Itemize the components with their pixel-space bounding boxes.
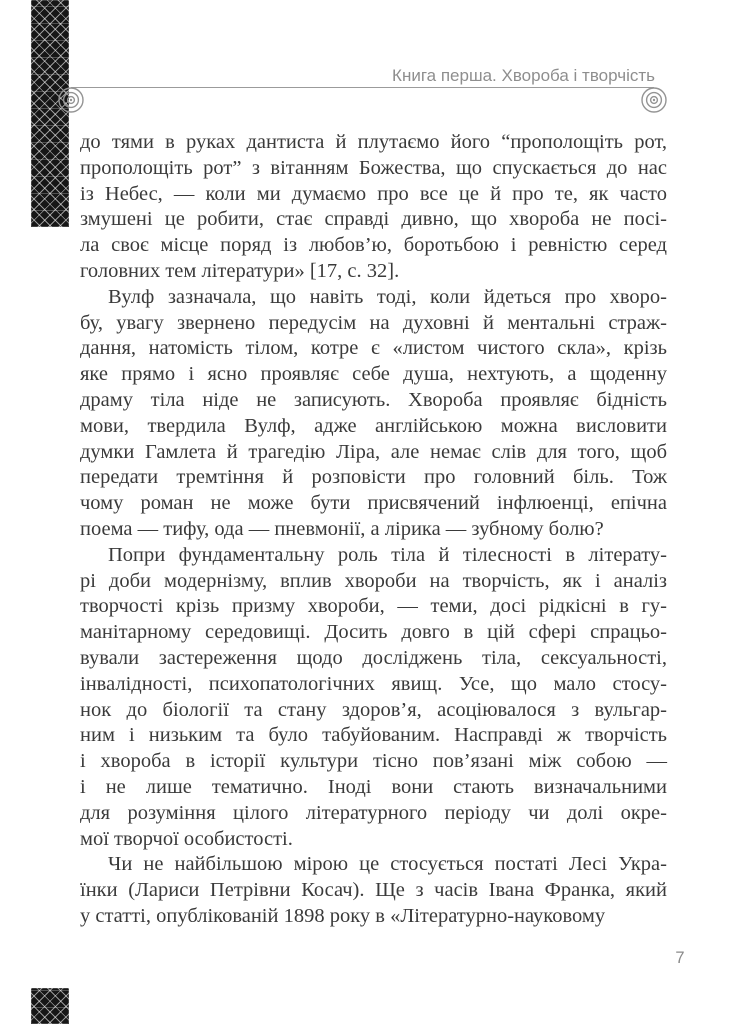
text-line: творчості крізь призму хвороби, — теми, досі рідкісні в гу-: [80, 595, 667, 618]
paragraph: [80, 130, 667, 285]
header-rule: [71, 87, 654, 88]
text-line: дання, натомість тілом, котре є «листом чистого скла», крізь: [80, 337, 667, 360]
page-number: 7: [675, 949, 685, 967]
running-header: Книга перша. Хвороба і творчість: [392, 66, 655, 85]
text-line: бу, увагу звернено передусім на духовні й ментальні страж-: [80, 311, 667, 334]
text-line: із Небес, — коли ми думаємо про все це й про те, як часто: [80, 182, 667, 205]
text-line: головних тем літератури» [17, с. 32].: [80, 259, 400, 282]
body-text: [80, 130, 667, 930]
paragraph: [80, 285, 667, 543]
text-line: мої творчої особистості.: [80, 827, 293, 850]
text-line: рі доби модернізму, вплив хвороби на творчість, як і аналіз: [80, 569, 667, 592]
text-line: яке прямо і ясно проявляє себе душа, нехтують, а щоденну: [80, 363, 667, 386]
text-line: їнки (Лариси Петрівни Косач). Ще з часів Івана Франка, який: [80, 879, 667, 902]
text-line: мови, твердила Вулф, адже англійською можна висловити: [80, 414, 667, 437]
text-line: Вулф зазначала, що навіть тоді, коли йдеться про хворо-: [108, 285, 667, 308]
text-line: манітарному середовищі. Досить довго в цій сфері спрацьо-: [80, 621, 667, 644]
text-line: у статті, опублікованій 1898 року в «Літературно-науковому: [80, 904, 606, 927]
text-line: ла своє місце поряд із любов’ю, боротьбою і ревністю серед: [80, 234, 667, 257]
text-line: інвалідності, психопатологічних явищ. Усе, що мало стосу-: [80, 672, 667, 695]
text-line: передати тремтіння й розповісти про головний біль. Тож: [80, 466, 667, 489]
paragraph: [80, 852, 667, 929]
text-line: чому роман не може бути присвячений інфлюенці, епічна: [80, 492, 667, 515]
text-line: Попри фундаментальну роль тіла й тілесності в літерату-: [108, 543, 667, 566]
text-line: прополощіть рот” з вітанням Божества, що спускається до нас: [80, 156, 667, 179]
paragraph: [80, 543, 667, 853]
text-line: і хвороба в історії культури тісно пов’язані між собою —: [80, 750, 667, 773]
text-line: нок до біології та стану здоров’я, асоціювалося з вульгар-: [80, 698, 667, 721]
text-line: Чи не найбільшою мірою це стосується постаті Лесі Укра-: [108, 853, 667, 876]
text-line: ним і низьким та було табуйованим. Насправді ж творчість: [80, 724, 667, 747]
text-line: думки Гамлета й трагедію Ліра, але немає слів для того, щоб: [80, 440, 667, 463]
text-line: і не лише тематично. Іноді вони стають визначальними: [80, 775, 667, 798]
text-line: драму тіла ніде не записують. Хвороба проявляє бідність: [80, 388, 667, 411]
text-line: до тями в руках дантиста й плутаємо його “прополощіть рот,: [80, 131, 667, 153]
spiral-ornament-right-icon: [639, 85, 669, 115]
embroidery-ornament-bottom-left: [31, 988, 69, 1024]
text-line: для розуміння цілого літературного періоду чи долі окре-: [80, 801, 667, 824]
text-line: поема — тифу, ода — пневмонії, а лірика — зубному болю?: [80, 517, 604, 540]
text-line: змушені це робити, стає справді дивно, що хвороба не посі-: [80, 208, 667, 231]
spiral-ornament-left-icon: [56, 85, 86, 115]
text-line: вували застереження щодо досліджень тіла, сексуальності,: [80, 646, 667, 669]
